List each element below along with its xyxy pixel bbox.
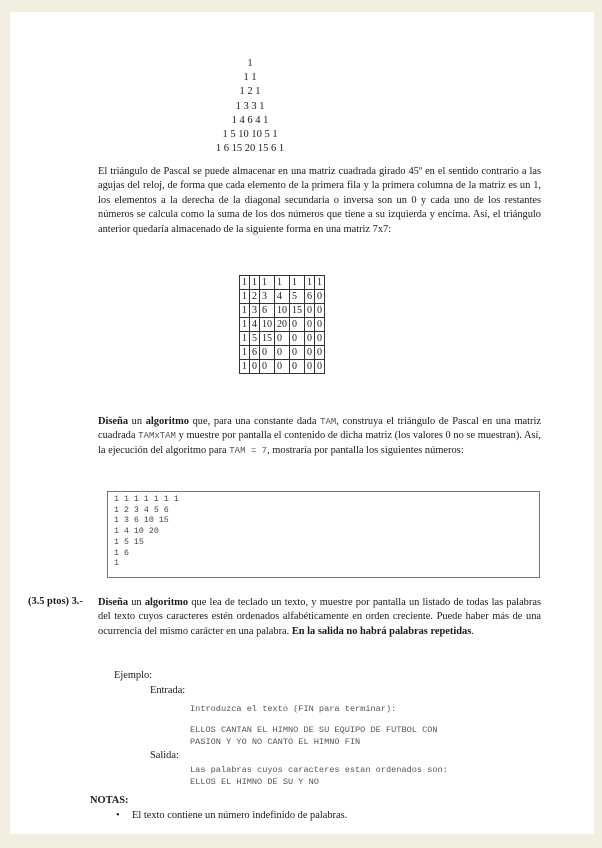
pascal-row: 1 5 10 10 5 1 (222, 129, 278, 141)
matrix-cell: 0 (275, 332, 290, 346)
text-run: , construya el triángulo de Pascal en una matriz cuadrada (98, 416, 541, 442)
matrix-cell: 1 (305, 276, 315, 290)
code-tamxtam: TAMxTAM (138, 431, 176, 442)
document-page (10, 12, 594, 834)
no-repeated-words-text: En la salida no habrá palabras repetidas (291, 625, 472, 637)
matrix-cell: 3 (260, 290, 275, 304)
matrix-row (240, 318, 325, 332)
matrix-cell: 0 (315, 332, 325, 346)
matrix-cell: 0 (305, 318, 315, 332)
matrix-cell: 1 (290, 276, 305, 290)
matrix-cell: 1 (315, 276, 325, 290)
matrix-cell: 1 (240, 332, 250, 346)
pascal-row: 1 (247, 58, 253, 69)
matrix-cell: 1 (240, 304, 250, 318)
pascal-triangle (180, 57, 320, 156)
matrix-cell: 0 (290, 346, 305, 360)
matrix-cell: 1 (240, 290, 250, 304)
pascal-matrix (239, 275, 325, 374)
input-label: Entrada: (150, 685, 186, 696)
matrix-cell: 5 (250, 332, 260, 346)
matrix-cell: 0 (260, 360, 275, 374)
matrix-cell: 4 (250, 318, 260, 332)
matrix-cell: 1 (240, 360, 250, 374)
matrix-cell: 15 (260, 332, 275, 346)
matrix-cell: 0 (275, 346, 290, 360)
matrix-cell: 4 (275, 290, 290, 304)
design-word: Diseña (98, 597, 129, 608)
output-line: 1 5 15 (114, 537, 144, 547)
code-tam: TAM (320, 417, 337, 427)
matrix-cell: 1 (250, 276, 260, 290)
matrix-cell: 10 (260, 318, 275, 332)
notes-bullet: • (116, 810, 120, 821)
matrix-cell: 20 (275, 318, 290, 332)
text-run: . (471, 625, 474, 637)
output-words-line: ELLOS EL HIMNO DE SU Y NO (190, 777, 319, 787)
exercise-points: (3.5 ptos) 3.- (28, 596, 83, 607)
output-header-line: Las palabras cuyos caracteres estan ordenados son: (190, 765, 448, 775)
matrix-cell: 0 (290, 360, 305, 374)
output-line: 1 (114, 559, 119, 569)
algorithm-word: algoritmo (145, 416, 189, 427)
code-tam7: TAM = 7 (229, 445, 268, 456)
matrix-cell: 0 (275, 360, 290, 374)
matrix-cell: 1 (240, 318, 250, 332)
matrix-cell: 1 (240, 276, 250, 290)
matrix-cell: 6 (250, 346, 260, 360)
text-run: que, para una constante dada (188, 416, 321, 427)
matrix-cell: 2 (250, 290, 260, 304)
output-line: 1 2 3 4 5 6 (114, 505, 169, 515)
pascal-row: 1 1 (243, 72, 257, 84)
pascal-row: 1 3 3 1 (235, 100, 265, 112)
notes-title: NOTAS: (90, 795, 129, 806)
matrix-cell: 0 (315, 346, 325, 360)
output-line: 1 3 6 10 15 (114, 516, 169, 526)
matrix-row (240, 276, 325, 290)
matrix-cell: 0 (315, 318, 325, 332)
output-line: 1 1 1 1 1 1 1 (114, 495, 179, 504)
text-run: que lea de teclado un texto, y muestre por pantalla un listado de todas las palabras del texto cuyos caracteres estén ordenados alfabéticamente en orden creciente. Puede haber más de una ocurrencia del mismo carácter en una palabra. (98, 597, 541, 637)
pascal-row: 1 6 15 20 15 6 1 (215, 143, 285, 155)
output-line: 1 4 10 20 (114, 527, 159, 537)
matrix-cell: 3 (250, 304, 260, 318)
matrix-cell: 0 (290, 318, 305, 332)
intro-paragraph: El triángulo de Pascal se puede almacenar en una matriz cuadrada girado 45º en el sentido contrario a las agujas del reloj, de forma que cada elemento de la primera fila y la primera columna de la matriz es un 1, los elementos a la derecha de la diagonal secundaria o inversa son un 0 y cada uno de los restantes números se calcula como la suma de los dos números que tiene a su izquierda y encima. Así, el triángulo anterior quedaría almacenado de la siguiente forma en una matriz 7x7: (98, 166, 541, 235)
matrix-row (240, 360, 325, 374)
notes-item: El texto contiene un número indefinido de palabras. (132, 810, 348, 821)
input-prompt: Introduzca el texto (FIN para terminar): (190, 704, 397, 714)
matrix-cell: 0 (305, 360, 315, 374)
matrix-cell: 0 (260, 346, 275, 360)
program-output-box (107, 491, 540, 578)
matrix-cell: 0 (315, 290, 325, 304)
matrix-cell: 6 (260, 304, 275, 318)
text-run: un (128, 416, 146, 427)
matrix-cell: 1 (260, 276, 275, 290)
matrix-cell: 15 (290, 304, 305, 318)
example-label: Ejemplo: (114, 670, 153, 681)
matrix-cell: 1 (275, 276, 290, 290)
matrix-cell: 1 (240, 346, 250, 360)
text-run: un (128, 597, 145, 608)
pascal-row: 1 2 1 (239, 86, 261, 98)
matrix-cell: 0 (315, 360, 325, 374)
output-label: Salida: (150, 750, 179, 761)
matrix-cell: 0 (315, 304, 325, 318)
matrix-cell: 0 (305, 304, 315, 318)
input-text-line: ELLOS CANTAN EL HIMNO DE SU EQUIPO DE FUTBOL CON (190, 725, 438, 735)
matrix-cell: 6 (305, 290, 315, 304)
matrix-row (240, 304, 325, 318)
matrix-row (240, 346, 325, 360)
matrix-row (240, 290, 325, 304)
text-run: y muestre por pantalla el contenido de dicha matriz (los valores 0 no se muestran). Así, la ejecución del algoritmo para (98, 430, 541, 456)
output-line: 1 6 (114, 548, 129, 558)
matrix-cell: 0 (305, 346, 315, 360)
design-word: Diseña (98, 416, 129, 427)
algorithm-word: algoritmo (144, 597, 189, 608)
matrix-cell: 5 (290, 290, 305, 304)
matrix-cell: 0 (250, 360, 260, 374)
matrix-cell: 0 (290, 332, 305, 346)
matrix-cell: 0 (305, 332, 315, 346)
input-text-line: PASION Y YO NO CANTO EL HIMNO FIN (190, 737, 361, 747)
design-paragraph (98, 415, 541, 458)
exercise3-paragraph (98, 596, 541, 639)
text-run: , mostraría por pantalla los siguientes números: (267, 444, 464, 456)
pascal-row: 1 4 6 4 1 (231, 114, 269, 126)
matrix-row (240, 332, 325, 346)
matrix-cell: 10 (275, 304, 290, 318)
